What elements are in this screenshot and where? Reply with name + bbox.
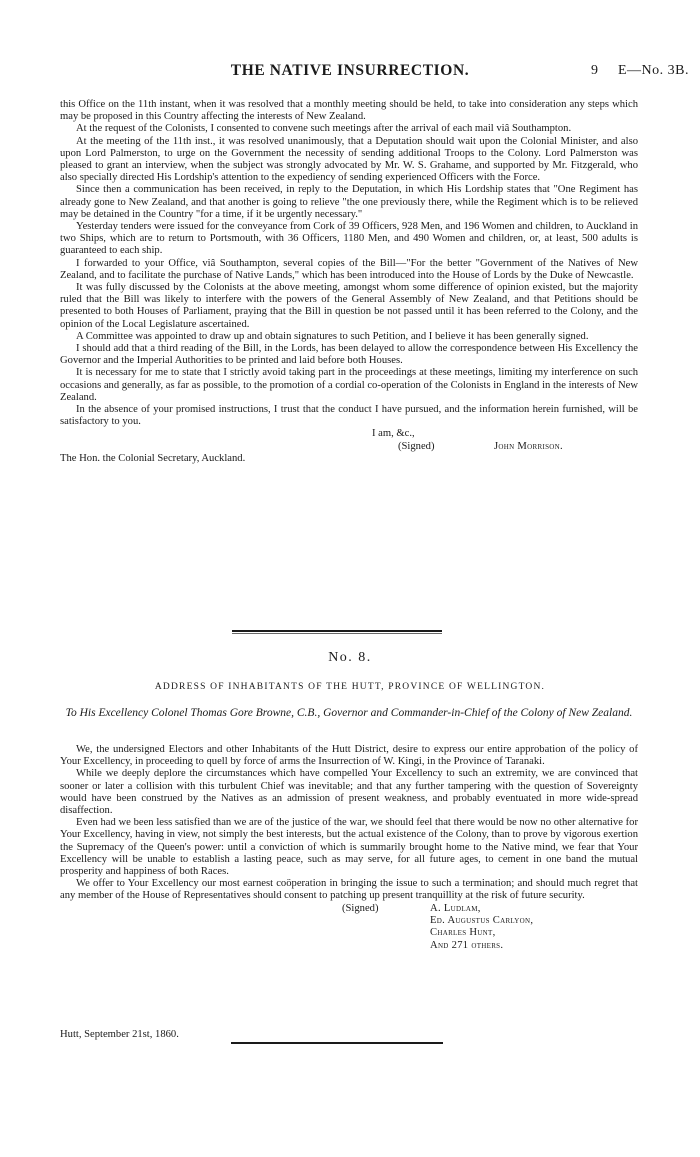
letter-paragraph: It was fully discussed by the Colonists at the above meeting, amongst whom some difference of opinion existed, but the majority ruled that the Bill was likely to interfere with the powers of the General Assembly of New Zealand, and that Petitions should be presented to both Houses of Parliament, praying that the Bill in question be not passed until it has been referred to the Colony, and the opinion of the Local Legislature ascertained.: [60, 282, 638, 330]
section-divider-thin: [232, 633, 442, 634]
address-paragraph: While we deeply deplore the circumstances which have compelled Your Excellency to such an extremity, we are convinced that sooner or later a collision with this turbulent Chief was inevitable; and that any further tampering with the question of Sovereignty would have been construed by the Natives as an admission of present weakness, and probably eventuated in more wide-spread disaffection.: [60, 768, 638, 817]
place-date: Hutt, September 21st, 1860.: [60, 1029, 179, 1040]
address-body: [60, 744, 638, 963]
address-paragraph: Even had we been less satisfied than we are of the justice of the war, we should feel that there would be now no other alternative for Your Excellency, having in view, not simply the best interests, but the actual existence of the Colony, than to prove by vigorous exertion the Supremacy of the Queen's power: until a conviction of which is summarily brought home to the Native mind, we fear that Your Excellency will be unable to establish a lasting peace, such as may serve, for all future ages, to cement in one band the mutual prosperity and happiness of both Races.: [60, 817, 638, 878]
letter-paragraph: Since then a communication has been received, in reply to the Deputation, in which His Lordship states that "One Regiment has already gone to New Zealand, and that another is going to relieve "the one previously there, while the Regiment which is to be relieved may be detained in the Country "for a time, if it be urgently necessary.": [60, 184, 638, 220]
page-header: [0, 62, 700, 84]
section-number: No. 8.: [328, 650, 372, 665]
signed-label: (Signed): [342, 902, 379, 914]
letter-closing: I am, &c.,: [372, 428, 415, 440]
signatory: Charles Hunt,: [430, 927, 496, 939]
letter-signature: John Morrison.: [494, 440, 563, 452]
letter-paragraph: this Office on the 11th instant, when it was resolved that a monthly meeting should be held, to take into consideration any steps which may be proposed in this Country affecting the interests of New Zealand.: [60, 99, 638, 123]
address-signature-block: [60, 903, 638, 963]
letter-addressee: The Hon. the Colonial Secretary, Auckland.: [60, 453, 246, 465]
letter-paragraph: Yesterday tenders were issued for the conveyance from Cork of 39 Officers, 928 Men, and 196 Women and children, to Auckland in two Ships, which are to return to Portsmouth, with 36 Officers, 1180 Men, and 490 Women and children, or, at least, 500 adults is guaranteed to each ship.: [60, 221, 638, 257]
signed-label: (Signed): [398, 440, 435, 452]
letter-paragraph: It is necessary for me to state that I strictly avoid taking part in the proceedings at these meetings, limiting my interference on such occasions and generally, as far as possible, to the promotion of a cordial co-operation of the Colonists in England in the interests of New Zealand.: [60, 367, 638, 403]
address-paragraph: We offer to Your Excellency our most earnest coöperation in bringing the issue to such a termination; and should much regret that any member of the House of Representatives should consent to patching up present tranquillity at the risk of future security.: [60, 878, 638, 902]
address-paragraph: We, the undersigned Electors and other Inhabitants of the Hutt District, desire to express our entire approbation of the policy of Your Excellency, in proceeding to quell by force of arms the Insurrection of W. Kingi, in the Province of Taranaki.: [60, 744, 638, 768]
signatory: A. Ludlam,: [430, 902, 481, 914]
letter-paragraph: At the meeting of the 11th inst., it was resolved unanimously, that a Deputation should wait upon the Colonial Minister, and also upon Lord Palmerston, to urge on the Government the necessity of sending additional Troops to the Colony. Lord Palmerston was pleased to grant an interview, when the subject was strongly advocated by Mr. W. S. Grahame, and supported by Mr. Fitzgerald, who also specially directed His Lordship's attention to the expediency of sending experienced Officers with the Force.: [60, 135, 638, 184]
letter-closing-row: [60, 428, 638, 441]
letter-paragraph: At the request of the Colonists, I consented to convene such meetings after the arrival of each mail viâ Southampton.: [76, 123, 572, 135]
letter-paragraph: In the absence of your promised instructions, I trust that the conduct I have pursued, and the information herein furnished, will be satisfactory to you.: [60, 404, 638, 428]
letter-body: [60, 99, 638, 466]
letter-paragraph: A Committee was appointed to draw up and obtain signatures to such Petition, and I believe it has been generally signed.: [76, 330, 589, 342]
letter-signature-row: [60, 441, 638, 454]
end-rule: [231, 1042, 443, 1044]
signatory: And 271 others.: [430, 939, 504, 951]
page-number: 9: [591, 63, 598, 78]
letter-paragraph: I should add that a third reading of the Bill, in the Lords, has been delayed to allow the correspondence between His Excellency the Governor and the Imperial Authorities to be printed and laid before both Houses.: [60, 343, 638, 367]
section-divider: [232, 630, 442, 632]
letter-paragraph: I forwarded to your Office, viâ Southampton, several copies of the Bill—"For the better "Government of the Natives of New Zealand, and to facilitate the purchase of Native Lands," which has been introduced into the House of Lords by the Duke of Newcastle.: [60, 257, 638, 281]
signatories-list: [430, 903, 533, 953]
running-title: THE NATIVE INSURRECTION.: [230, 62, 470, 79]
signatory: Ed. Augustus Carlyon,: [430, 915, 534, 927]
document-reference: E—No. 3B.: [618, 63, 689, 78]
address-recipient: To His Excellency Colonel Thomas Gore Browne, C.B., Governor and Commander-in-Chief of the Colony of New Zealand.: [65, 707, 633, 719]
address-heading: ADDRESS OF INHABITANTS OF THE HUTT, PROVINCE OF WELLINGTON.: [154, 682, 546, 692]
